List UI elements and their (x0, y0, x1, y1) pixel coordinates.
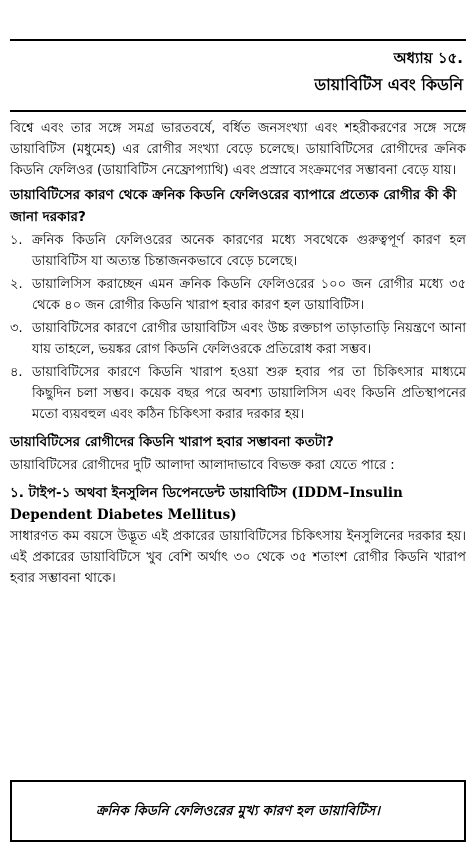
chapter-number: অধ্যায় ১৫. (393, 49, 463, 67)
item-number: ৪. (10, 365, 23, 380)
callout-box (10, 780, 466, 842)
top-rule (10, 39, 466, 41)
points-list (10, 230, 466, 425)
type1-paragraph: সাধারণত কম বয়সে উদ্ভূত এই প্রকারের ডায়াবিটিসের চিকিৎসায় ইনসুলিনের দরকার হয়। এই প্রকারের ডায়াবিটিসে খুব বেশি অর্থাৎ ৩০ থেকে ৩৫ শতাংশ রোগীর কিডনি খারাপ হবার সম্ভাবনা থাকে। (10, 529, 466, 586)
section-risk (10, 431, 466, 476)
item-text: ডায়াবিটিসের কারণে কিডনি খারাপ হওয়া শুরু হবার পর তা চিকিৎসার মাধ্যমে কিছুদিন চলা সম্ভব। কয়েক বছর পরে অবশ্য ডায়ালিসিস এবং কিডনি প্রতিস্থাপনের মতো ব্যয়বহুল এবং কঠিন চিকিৎসা করার দরকার হয়। (32, 365, 466, 422)
list-item (10, 274, 466, 316)
item-number: ১. (10, 233, 23, 248)
intro-paragraph: বিশ্বে এবং তার সঙ্গে সমগ্র ভারতবর্ষে, বর্ধিত জনসংখ্যা এবং শহরীকরণের সঙ্গে সঙ্গে ডায়াবিটিস (মধুমেহ) এর রোগীর সংখ্যা বেড়ে চলেছে। ডায়াবিটিসের রোগীদের ক্রনিক কিডনি ফেলিওর (ডায়াবিটিস নেফ্রোপ্যাথি) এবং প্রস্রাবে সংক্রমণের সম্ভাবনা বেড়ে যায়। (10, 121, 466, 178)
header-rule (10, 110, 466, 112)
item-number: ২. (10, 277, 23, 292)
item-text: ক্রনিক কিডনি ফেলিওরের অনেক কারণের মধ্যে সবথেকে গুরুত্বপূর্ণ কারণ হল ডায়াবিটিস যা অত্যন্ত চিন্তাজনকভাবে বেড়ে চলেছে। (32, 233, 466, 269)
type1-heading-english: (IDDM–Insulin Dependent Diabetes Mellitus) (10, 485, 403, 523)
type1-heading (10, 482, 466, 526)
chapter-title: ডায়াবিটিস এবং কিডনি (314, 75, 463, 94)
main-content (10, 118, 466, 589)
item-number: ৩. (10, 321, 23, 336)
callout-text: ক্রনিক কিডনি ফেলিওরের মুখ্য কারণ হল ডায়াবিটিস। (96, 802, 380, 819)
item-text: ডায়াবিটিসের কারণে রোগীর ডায়াবিটিস এবং উচ্চ রক্তচাপ তাড়াতাড়ি নিয়ন্ত্রণে আনা যায় তাহলে, ভয়ঙ্কর রোগ কিডনি ফেলিওরকে প্রতিরোধ করা সম্ভব। (32, 321, 466, 357)
question-heading: ডায়াবিটিসের কারণ থেকে ক্রনিক কিডনি ফেলিওরের ব্যাপারে প্রত্যেক রোগীর কী কী জানা দরকার? (10, 187, 457, 225)
type1-heading-bengali: ১. টাইপ-১ অথবা ইনসুলিন ডিপেনডেন্ট ডায়াবিটিস (10, 485, 287, 501)
section-paragraph: ডায়াবিটিসের রোগীদের দুটি আলাদা আলাদাভাবে বিভক্ত করা যেতে পারে : (10, 458, 395, 473)
chapter-header (163, 46, 463, 98)
section-heading: ডায়াবিটিসের রোগীদের কিডনি খারাপ হবার সম্ভাবনা কতটা? (10, 434, 334, 450)
list-item (10, 362, 466, 425)
list-item (10, 230, 466, 272)
item-text: ডায়ালিসিস করাচ্ছেন এমন ক্রনিক কিডনি ফেলিওরের ১০০ জন রোগীর মধ্যে ৩৫ থেকে ৪০ জন রোগীর কিডনি খারাপ হবার কারণ হল ডায়াবিটিস। (32, 277, 466, 313)
list-item (10, 318, 466, 360)
